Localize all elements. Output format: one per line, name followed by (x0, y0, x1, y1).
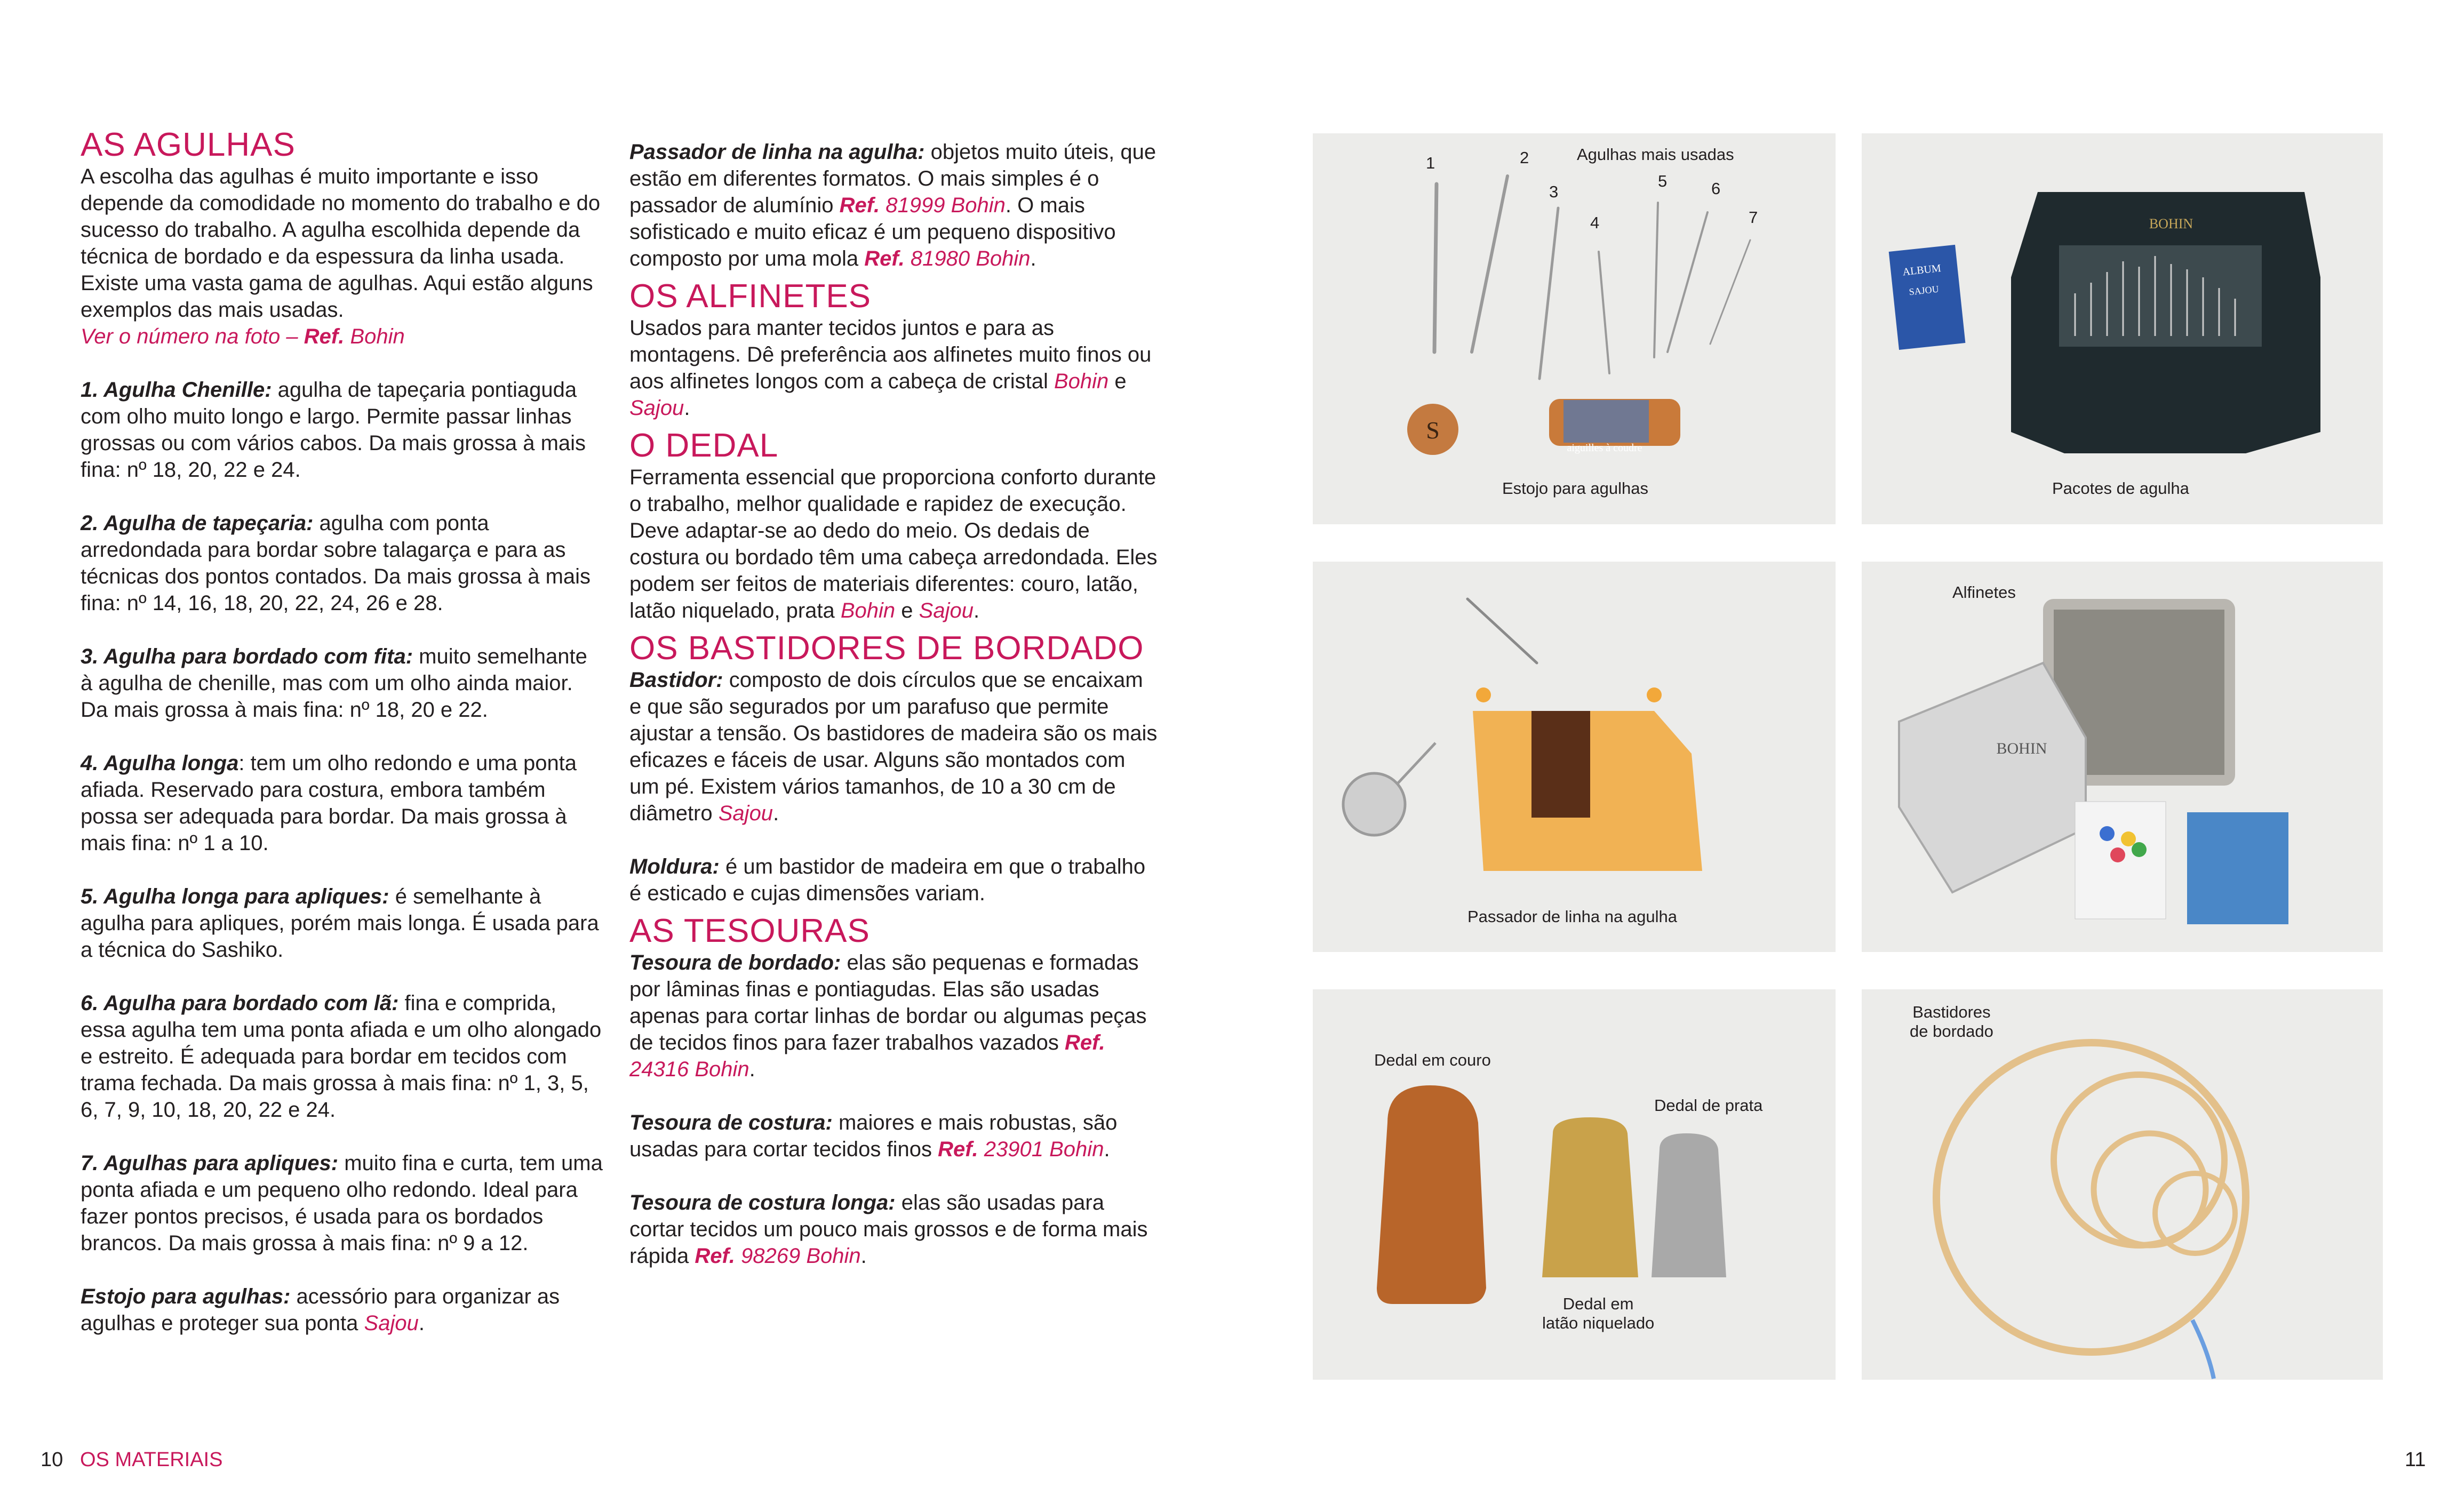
passador-illustration (1313, 562, 1836, 952)
brass-thimble (1542, 1117, 1638, 1277)
needle-number-2: 2 (1520, 148, 1529, 167)
tesoura-costura-paragraph: Tesoura de costura: maiores e mais robustas, são usadas para cortar tecidos finos Ref. 23901 Bohin. (629, 1111, 1118, 1161)
label-agulhas-mais-usadas: Agulhas mais usadas (1577, 145, 1734, 164)
section-title-agulhas: AS AGULHAS (81, 126, 296, 163)
estojo-paragraph: Estojo para agulhas: acessório para organizar as agulhas e proteger sua ponta Sajou. (81, 1285, 560, 1335)
photo-alfinetes (1862, 562, 2383, 952)
aluminium-threader (1343, 773, 1405, 835)
tesoura-bordado-paragraph: Tesoura de bordado: elas são pequenas e formadas por lâminas finas e pontiagudas. Elas são usadas apenas para cortar linhas de bordar ou algumas peças de tecidos finos para fazer trabalhos vazados Ref. 24316 Bohin. (629, 951, 1147, 1081)
needle-number-5: 5 (1658, 172, 1668, 190)
photo-passador (1313, 562, 1836, 952)
silver-thimble (1652, 1133, 1726, 1277)
needle-item-2: 2. Agulha de tapeçaria: agulha com ponta arredondada para bordar sobre talagarça e para as técnicas dos pontos contados. Da mais grossa à mais fina: nº 14, 16, 18, 20, 22, 24, 26 e 28. (81, 511, 591, 615)
hoop-small (2094, 1133, 2206, 1245)
needle-item-5: 5. Agulha longa para apliques: é semelhante à agulha para apliques, porém mais longa. É usada para a técnica do Sashiko. (81, 885, 599, 962)
leather-thimble (1377, 1085, 1486, 1304)
alfinetes-paragraph: Usados para manter tecidos juntos e para as montagens. Dê preferência aos alfinetes muito finos ou aos alfinetes longos com a cabeça de cristal Bohin e Sajou. (629, 316, 1152, 420)
needle-number-7: 7 (1749, 208, 1758, 227)
needle-number-6: 6 (1711, 179, 1721, 198)
needle-item-4: 4. Agulha longa: tem um olho redondo e uma ponta afiada. Reservado para costura, embora também possa ser adequada para bordar. Da mais grossa à mais fina: nº 1 a 10. (81, 751, 577, 855)
needle-number-4: 4 (1590, 213, 1600, 232)
alfinetes-illustration (1862, 562, 2383, 952)
bohin-tin-lid (1899, 663, 2086, 892)
photo-bastidores (1862, 989, 2383, 1380)
photo-needles (1313, 133, 1836, 524)
label-dedal-latao: Dedal em latão niquelado (1542, 1294, 1655, 1332)
needle-number-3: 3 (1549, 182, 1559, 201)
photo-dedal (1313, 989, 1836, 1380)
section-title-dedal: O DEDAL (629, 427, 779, 464)
needle-item-3: 3. Agulha para bordado com fita: muito semelhante à agulha de chenille, mas com um olho ainda maior. Da mais grossa à mais fina: nº 18, 20 e 22. (81, 645, 587, 722)
pacotes-illustration (1862, 133, 2383, 524)
passador-paragraph: Passador de linha na agulha: objetos muito úteis, que estão em diferentes formatos. O mais simples é o passador de alumínio Ref. 81999 Bohin. O mais sofisticado e muito eficaz é um pequeno dispositivo composto por uma mola Ref. 81980 Bohin. (629, 140, 1156, 270)
left-column (81, 128, 603, 1337)
page-number-right: 11 (2405, 1449, 2426, 1471)
moldura-paragraph: Moldura: é um bastidor de madeira em que o trabalho é esticado e cujas dimensões variam. (629, 855, 1146, 905)
section-title-tesouras: AS TESOURAS (629, 913, 870, 949)
hoop-smallest (2155, 1173, 2235, 1253)
dedal-paragraph: Ferramenta essencial que proporciona conforto durante o trabalho, melhor qualidade e rapidez de execução. Deve adaptar-se ao dedo do meio. Os dedais de costura ou bordado têm uma cabeça arredondada. Eles podem ser feitos de materiais diferentes: couro, latão, latão niquelado, prata Bohin e Sajou. (629, 466, 1158, 622)
bastidores-illustration (1862, 989, 2383, 1380)
middle-column (629, 139, 1158, 1269)
photo-note: Ver o número na foto – Ref. Bohin (81, 325, 405, 348)
label-estojo: Estojo para agulhas (1502, 479, 1649, 498)
label-pacotes: Pacotes de agulha (2052, 479, 2189, 498)
needle-item-7: 7. Agulhas para apliques: muito fina e curta, tem uma ponta afiada e um pequeno olho redondo. Ideal para fazer pontos precisos, é usada para os bordados brancos. Da mais grossa à mais fina: nº 9 a 12. (81, 1151, 603, 1255)
label-bastidores: Bastidores de bordado (1910, 1003, 1993, 1041)
section-title-bastidores: OS BASTIDORES DE BORDADO (629, 630, 1144, 667)
tesoura-longa-paragraph: Tesoura de costura longa: elas são usadas para cortar tecidos um pouco mais grossos e de forma mais rápida Ref. 98269 Bohin. (629, 1191, 1148, 1268)
needle-item-6: 6. Agulha para bordado com lã: fina e comprida, essa agulha tem uma ponta afiada e um olho alongado e estreito. É adequada para bordar em tecidos com trama fechada. Da mais grossa à mais fina: nº 1, 3, 5, 6, 7, 9, 10, 18, 20, 22 e 24. (81, 991, 602, 1122)
section-title-alfinetes: OS ALFINETES (629, 278, 872, 315)
estojo-tag: aiguilles à coudre (1567, 442, 1642, 454)
footer-section: OS MATERIAIS (80, 1449, 223, 1471)
label-passador: Passador de linha na agulha (1467, 907, 1677, 926)
photo-pacotes (1862, 133, 2383, 524)
needles-illustration (1313, 133, 1836, 524)
album-label: ALBUM (1902, 262, 1942, 278)
needle-item-1: 1. Agulha Chenille: agulha de tapeçaria pontiaguda com olho muito longo e largo. Permite passar linhas grossas ou com vários cabos. Da mais grossa à mais fina: nº 18, 20, 22 e 24. (81, 378, 586, 482)
sajou-pin-box (2187, 812, 2288, 924)
bastidor-paragraph: Bastidor: composto de dois círculos que se encaixam e que são segurados por um parafuso que permite ajustar a tensão. Os bastidores de madeira são os mais eficazes e fáceis de usar. Alguns são montados com um pé. Existem vários tamanhos, de 10 a 30 cm de diâmetro Sajou. (629, 668, 1158, 825)
page-number-left: 10 (41, 1449, 63, 1471)
label-alfinetes: Alfinetes (1952, 583, 2016, 602)
needle-number-1: 1 (1426, 154, 1435, 172)
album-sajou-label: SAJOU (1908, 283, 1940, 298)
label-dedal-couro: Dedal em couro (1374, 1051, 1491, 1069)
label-dedal-prata: Dedal de prata (1654, 1096, 1763, 1115)
tin-brand: BOHIN (1996, 740, 2047, 757)
sajou-album-pack (1889, 245, 1966, 350)
agulhas-intro: A escolha das agulhas é muito importante e isso depende da comodidade no momento do trabalho e do sucesso do trabalho. A agulha escolhida depende da técnica de bordado e da espessura da linha usada. Existe uma vasta gama de agulhas. Aqui estão alguns exemplos das mais usadas. Ver o número na foto – Ref. Bohin (81, 165, 601, 348)
bohin-brand: BOHIN (2149, 216, 2193, 231)
svg-text:S: S (1426, 417, 1440, 444)
